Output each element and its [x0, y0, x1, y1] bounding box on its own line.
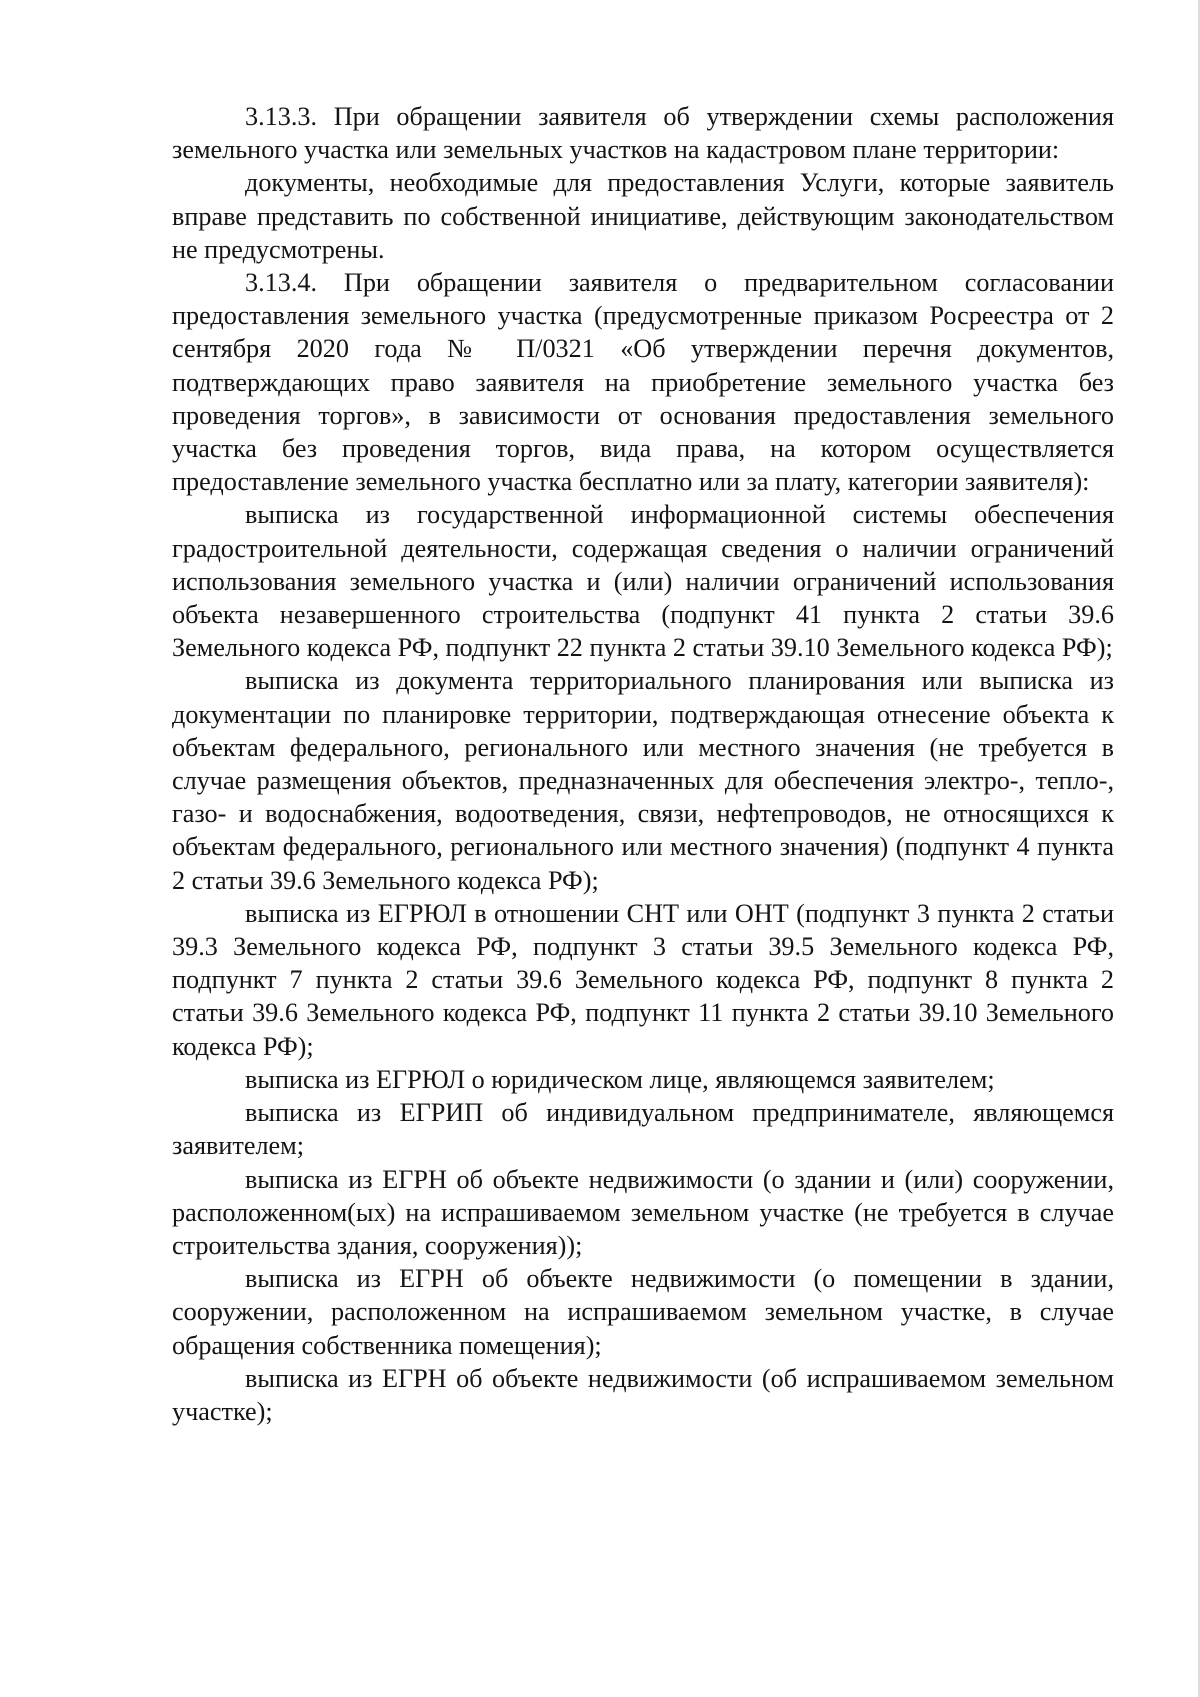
list-item-egrul-legal-entity: выписка из ЕГРЮЛ о юридическом лице, являющемся заявителем; [245, 1064, 995, 1094]
list-item-egrul-snt-ont: выписка из ЕГРЮЛ в отношении СНТ или ОНТ (подпункт 3 пункта 2 статьи 39.3 Земельного кодекса РФ, подпункт 3 статьи 39.5 Земельного кодекса РФ, подпункт 7 пункта 2 статьи 39.6 Земельного кодекса РФ, подпункт 8 пункта 2 статьи 39.6 Земельного кодекса РФ, подпункт 11 пункта 2 статьи 39.10 Земельного кодекса РФ); [172, 898, 1114, 1061]
list-item-egrip-entrepreneur: выписка из ЕГРИП об индивидуальном предпринимателе, являющемся заявителем; [172, 1098, 1114, 1161]
list-item-territorial-planning-extract: выписка из документа территориального планирования или выписка из документации по планировке территории, подтверждающая отнесение объекта к объектам федерального, регионального или местного значения (не требуется в случае размещения объектов, предназначенных для обеспечения электро-, тепло-, газо- и водоснабжения, водоотведения, связи, нефтепроводов, не относящихся к объектам федерального, регионального или местного значения) (подпункт 4 пункта 2 статьи 39.6 Земельного кодекса РФ); [172, 666, 1114, 895]
list-item-egrn-land-plot: выписка из ЕГРН об объекте недвижимости (об испрашиваемом земельном участке); [172, 1363, 1114, 1426]
list-item-egrn-building: выписка из ЕГРН об объекте недвижимости (о здании и (или) сооружении, расположенном(ых) на испрашиваемом земельном участке (не требуется в случае строительства здания, сооружения)); [172, 1164, 1114, 1260]
document-body [172, 100, 1114, 1428]
paragraph-3-13-3: 3.13.3. При обращении заявителя об утверждении схемы расположения земельного участка или земельных участков на кадастровом плане территории: [172, 102, 1114, 165]
list-item-egrn-premises: выписка из ЕГРН об объекте недвижимости (о помещении в здании, сооружении, расположенном на испрашиваемом земельном участке, в случае обращения собственника помещения); [172, 1264, 1114, 1360]
list-item-gisogd-extract: выписка из государственной информационной системы обеспечения градостроительной деятельности, содержащая сведения о наличии ограничений использования земельного участка и (или) наличии ограничений использования объекта незавершенного строительства (подпункт 41 пункта 2 статьи 39.6 Земельного кодекса РФ, подпункт 22 пункта 2 статьи 39.10 Земельного кодекса РФ); [172, 500, 1114, 663]
paragraph-documents-not-required: документы, необходимые для предоставления Услуги, которые заявитель вправе представить по собственной инициативе, действующим законодательством не предусмотрены. [172, 168, 1114, 264]
paragraph-3-13-4: 3.13.4. При обращении заявителя о предварительном согласовании предоставления земельного участка (предусмотренные приказом Росреестра от 2 сентября 2020 года № П/0321 «Об утверждении перечня документов, подтверждающих право заявителя на приобретение земельного участка без проведения торгов», в зависимости от основания предоставления земельного участка без проведения торгов, вида права, на котором осуществляется предоставление земельного участка бесплатно или за плату, категории заявителя): [172, 268, 1114, 497]
